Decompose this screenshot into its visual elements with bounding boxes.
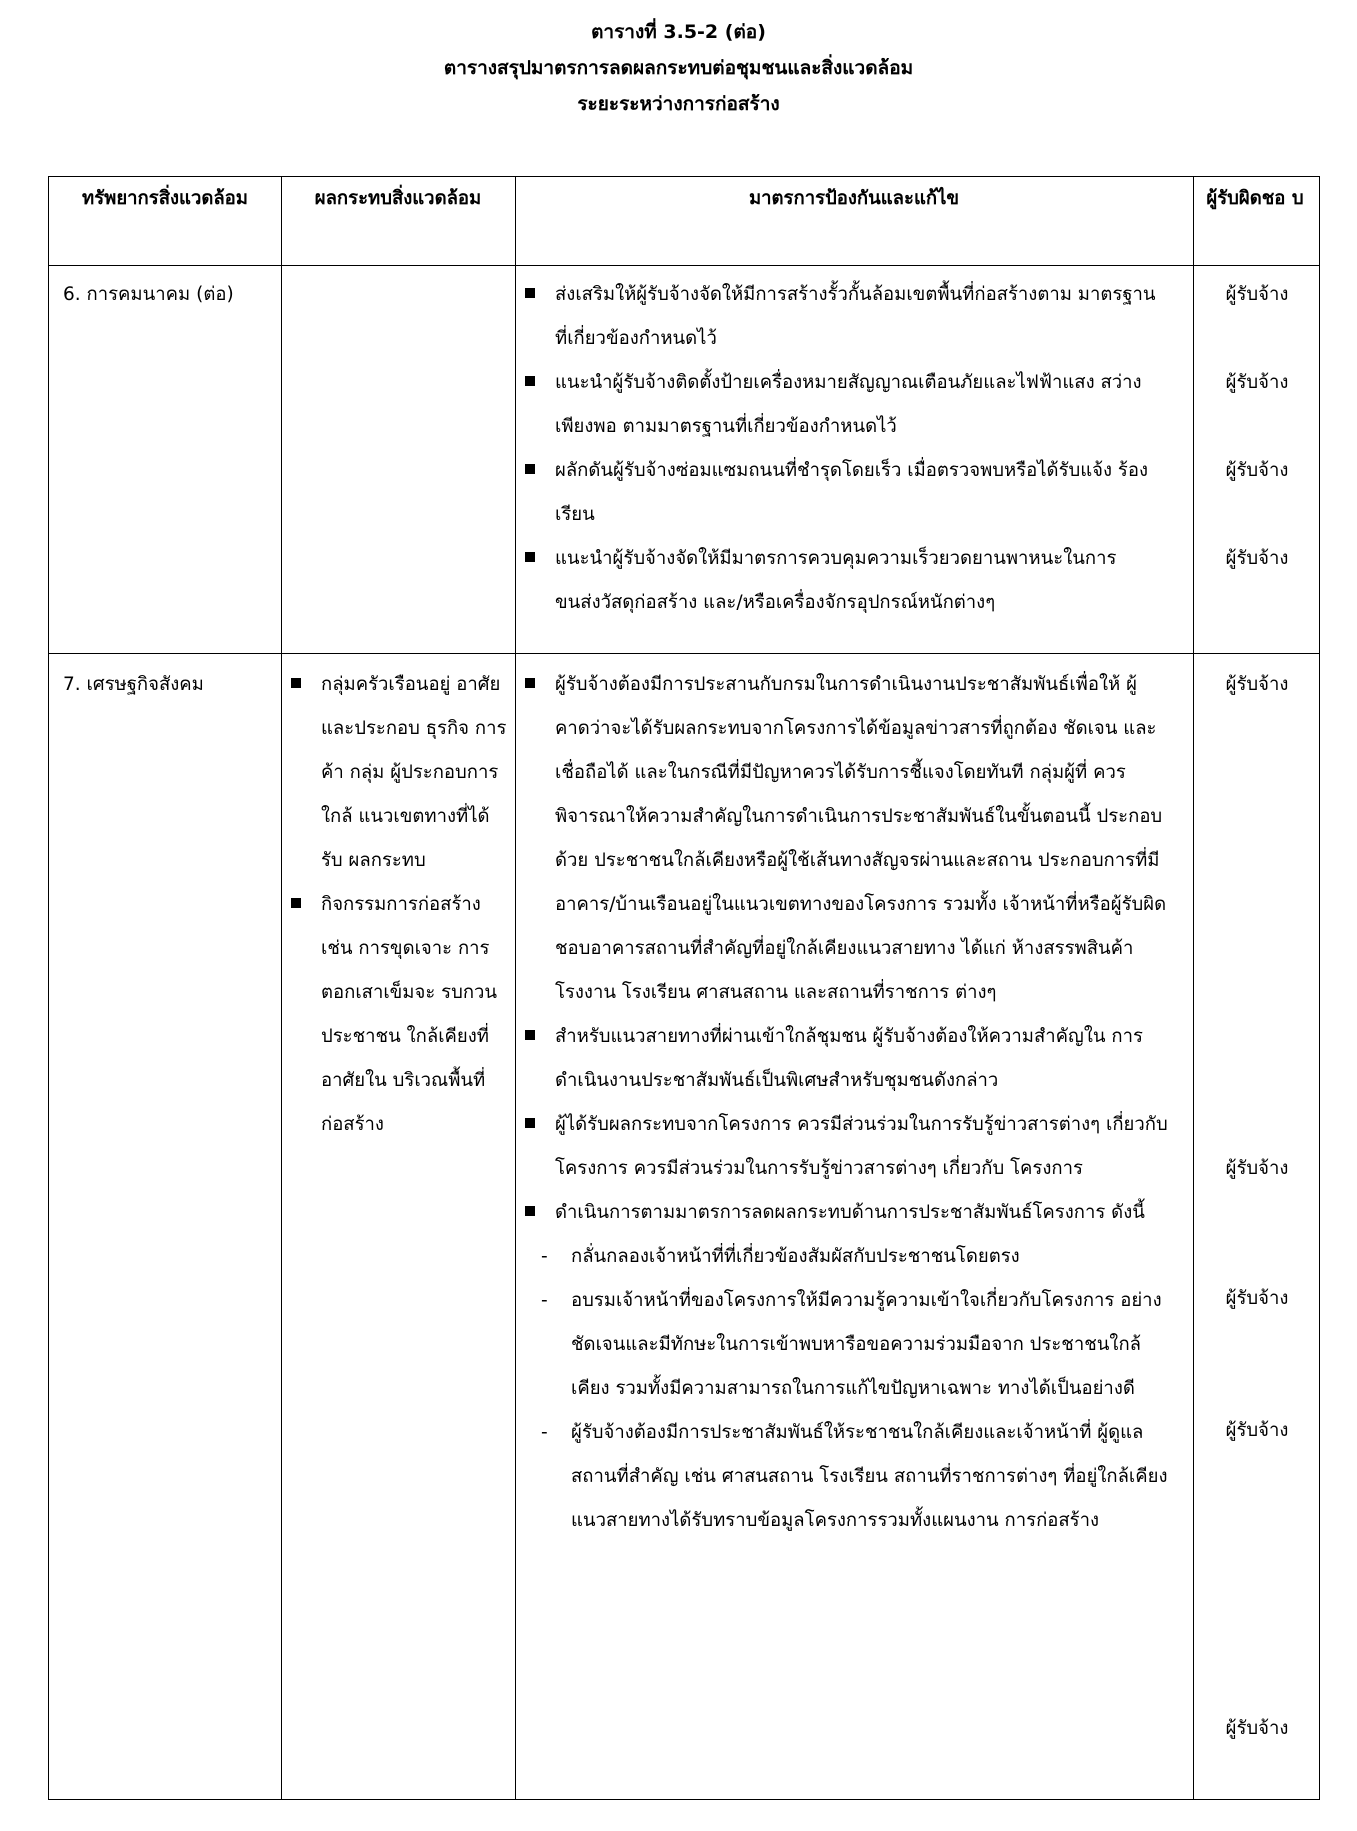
responsible-label: ผู้รับจ้าง	[1225, 460, 1289, 481]
bullet-square-icon	[291, 678, 301, 688]
table-title: ตารางสรุปมาตรการลดผลกระทบต่อชุมชนและสิ่งแวดล้อม	[443, 57, 914, 79]
document-title-block	[0, 14, 1357, 122]
column-divider	[1193, 177, 1194, 1799]
row7-impacts	[287, 663, 507, 1147]
row7-measures	[521, 663, 1171, 1543]
table-subtitle: ระยะระหว่างการก่อสร้าง	[577, 93, 780, 115]
impact-item: กิจกรรมการก่อสร้าง เช่น การขุดเจาะ การ ตอกเสาเข็มจะ รบกวนประชาชน ใกล้เคียงที่อาศัยใน บริเวณพื้นที่ก่อสร้าง	[287, 883, 507, 1147]
responsible-label: ผู้รับจ้าง	[1225, 1420, 1289, 1441]
bullet-square-icon	[525, 1030, 535, 1040]
responsible-label: ผู้รับจ้าง	[1225, 674, 1289, 695]
measure-item: ผู้รับจ้างต้องมีการประสานกับกรมในการดำเนินงานประชาสัมพันธ์เพื่อให้ ผู้คาดว่าจะได้รับผลกระทบจากโครงการได้ข้อมูลข่าวสารที่ถูกต้อง ชัดเจน และเชื่อถือได้ และในกรณีที่มีปัญหาควรได้รับการชี้แจงโดยทันที กลุ่มผู้ที่ ควรพิจารณาให้ความสำคัญในการดำเนินการประชาสัมพันธ์ในขั้นตอนนี้ ประกอบด้วย ประชาชนใกล้เคียงหรือผู้ใช้เส้นทางสัญจรผ่านและสถาน ประกอบการที่มีอาคาร/บ้านเรือนอยู่ในแนวเขตทางของโครงการ รวมทั้ง เจ้าหน้าที่หรือผู้รับผิดชอบอาคารสถานที่สำคัญที่อยู่ใกล้เคียงแนวสายทาง ได้แก่ ห้างสรรพสินค้า โรงงาน โรงเรียน ศาสนสถาน และสถานที่ราชการ ต่างๆ	[521, 663, 1171, 1015]
dash-marker: -	[541, 1246, 548, 1267]
sub-measure-item: - กลั่นกลองเจ้าหน้าที่ที่เกี่ยวข้องสัมผัสกับประชาชนโดยตรง	[521, 1235, 1171, 1279]
bullet-square-icon	[525, 1118, 535, 1128]
sub-measure-item: - อบรมเจ้าหน้าที่ของโครงการให้มีความรู้ความเข้าใจเกี่ยวกับโครงการ อย่างชัดเจนและมีทักษะในการเข้าพบหารือขอความร่วมมือจาก ประชาชนใกล้เคียง รวมทั้งมีความสามารถในการแก้ไขปัญหาเฉพาะ ทางได้เป็นอย่างดี	[521, 1279, 1171, 1411]
responsible-label: ผู้รับจ้าง	[1225, 372, 1289, 393]
bullet-square-icon	[525, 552, 535, 562]
dash-marker: -	[541, 1422, 548, 1443]
header-resource: ทรัพยากรสิ่งแวดล้อม	[82, 188, 248, 209]
responsible-label: ผู้รับจ้าง	[1225, 1288, 1289, 1309]
dash-marker: -	[541, 1290, 548, 1311]
measure-item: ผู้ได้รับผลกระทบจากโครงการ ควรมีส่วนร่วมในการรับรู้ข่าวสารต่างๆ เกี่ยวกับโครงการ ควรมีส่วนร่วมในการรับรู้ข่าวสารต่างๆ เกี่ยวกับ โครงการ	[521, 1103, 1171, 1191]
bullet-square-icon	[525, 376, 535, 386]
bullet-square-icon	[525, 288, 535, 298]
measure-item: สำหรับแนวสายทางที่ผ่านเข้าใกล้ชุมชน ผู้รับจ้างต้องให้ความสำคัญใน การดำเนินงานประชาสัมพันธ์เป็นพิเศษสำหรับชุมชนดังกล่าว	[521, 1015, 1171, 1103]
header-divider	[49, 265, 1319, 266]
measure-item: ส่งเสริมให้ผู้รับจ้างจัดให้มีการสร้างรั้วกั้นล้อมเขตพื้นที่ก่อสร้างตาม มาตรฐานที่เกี่ยวข้องกำหนดไว้	[521, 273, 1161, 361]
row-divider	[49, 653, 1319, 654]
header-measures: มาตรการป้องกันและแก้ไข	[748, 188, 960, 209]
row6-measures	[521, 273, 1161, 625]
row6-resource: 6. การคมนาคม (ต่อ)	[63, 284, 234, 305]
column-divider	[281, 177, 282, 1799]
bullet-square-icon	[291, 898, 301, 908]
responsible-label: ผู้รับจ้าง	[1225, 284, 1289, 305]
measure-item: ผลักดันผู้รับจ้างซ่อมแซมถนนที่ชำรุดโดยเร็ว เมื่อตรวจพบหรือได้รับแจ้ง ร้องเรียน	[521, 449, 1161, 537]
responsible-label: ผู้รับจ้าง	[1225, 548, 1289, 569]
measure-item: แนะนำผู้รับจ้างติดตั้งป้ายเครื่องหมายสัญญาณเตือนภัยและไฟฟ้าแสง สว่างเพียงพอ ตามมาตรฐานที่เกี่ยวข้องกำหนดไว้	[521, 361, 1161, 449]
impact-item: กลุ่มครัวเรือนอยู่ อาศัยและประกอบ ธุรกิจ การค้า กลุ่ม ผู้ประกอบการใกล้ แนวเขตทางที่ได้รับ ผลกระทบ	[287, 663, 507, 883]
bullet-square-icon	[525, 1206, 535, 1216]
bullet-square-icon	[525, 678, 535, 688]
header-responsible: ผู้รับผิดชอ บ	[1206, 188, 1304, 209]
measure-item: ดำเนินการตามมาตรการลดผลกระทบด้านการประชาสัมพันธ์โครงการ ดังนี้	[521, 1191, 1171, 1235]
table-number-title: ตารางที่ 3.5-2 (ต่อ)	[591, 21, 766, 43]
responsible-label: ผู้รับจ้าง	[1225, 1718, 1289, 1739]
responsible-label: ผู้รับจ้าง	[1225, 1158, 1289, 1179]
bullet-square-icon	[525, 464, 535, 474]
sub-measure-item: - ผู้รับจ้างต้องมีการประชาสัมพันธ์ให้ระชาชนใกล้เคียงและเจ้าหน้าที่ ผู้ดูแลสถานที่สำคัญ เช่น ศาสนสถาน โรงเรียน สถานที่ราชการต่างๆ ที่อยู่ใกล้เคียงแนวสายทางได้รับทราบข้อมูลโครงการรวมทั้งแผนงาน การก่อสร้าง	[521, 1411, 1171, 1543]
measures-table	[48, 176, 1320, 1800]
column-divider	[515, 177, 516, 1799]
row7-resource: 7. เศรษฐกิจสังคม	[63, 674, 204, 695]
header-impact: ผลกระทบสิ่งแวดล้อม	[314, 188, 482, 209]
measure-item: แนะนำผู้รับจ้างจัดให้มีมาตรการควบคุมความเร็วยวดยานพาหนะในการ ขนส่งวัสดุก่อสร้าง และ/หรือเครื่องจักรอุปกรณ์หนักต่างๆ	[521, 537, 1161, 625]
